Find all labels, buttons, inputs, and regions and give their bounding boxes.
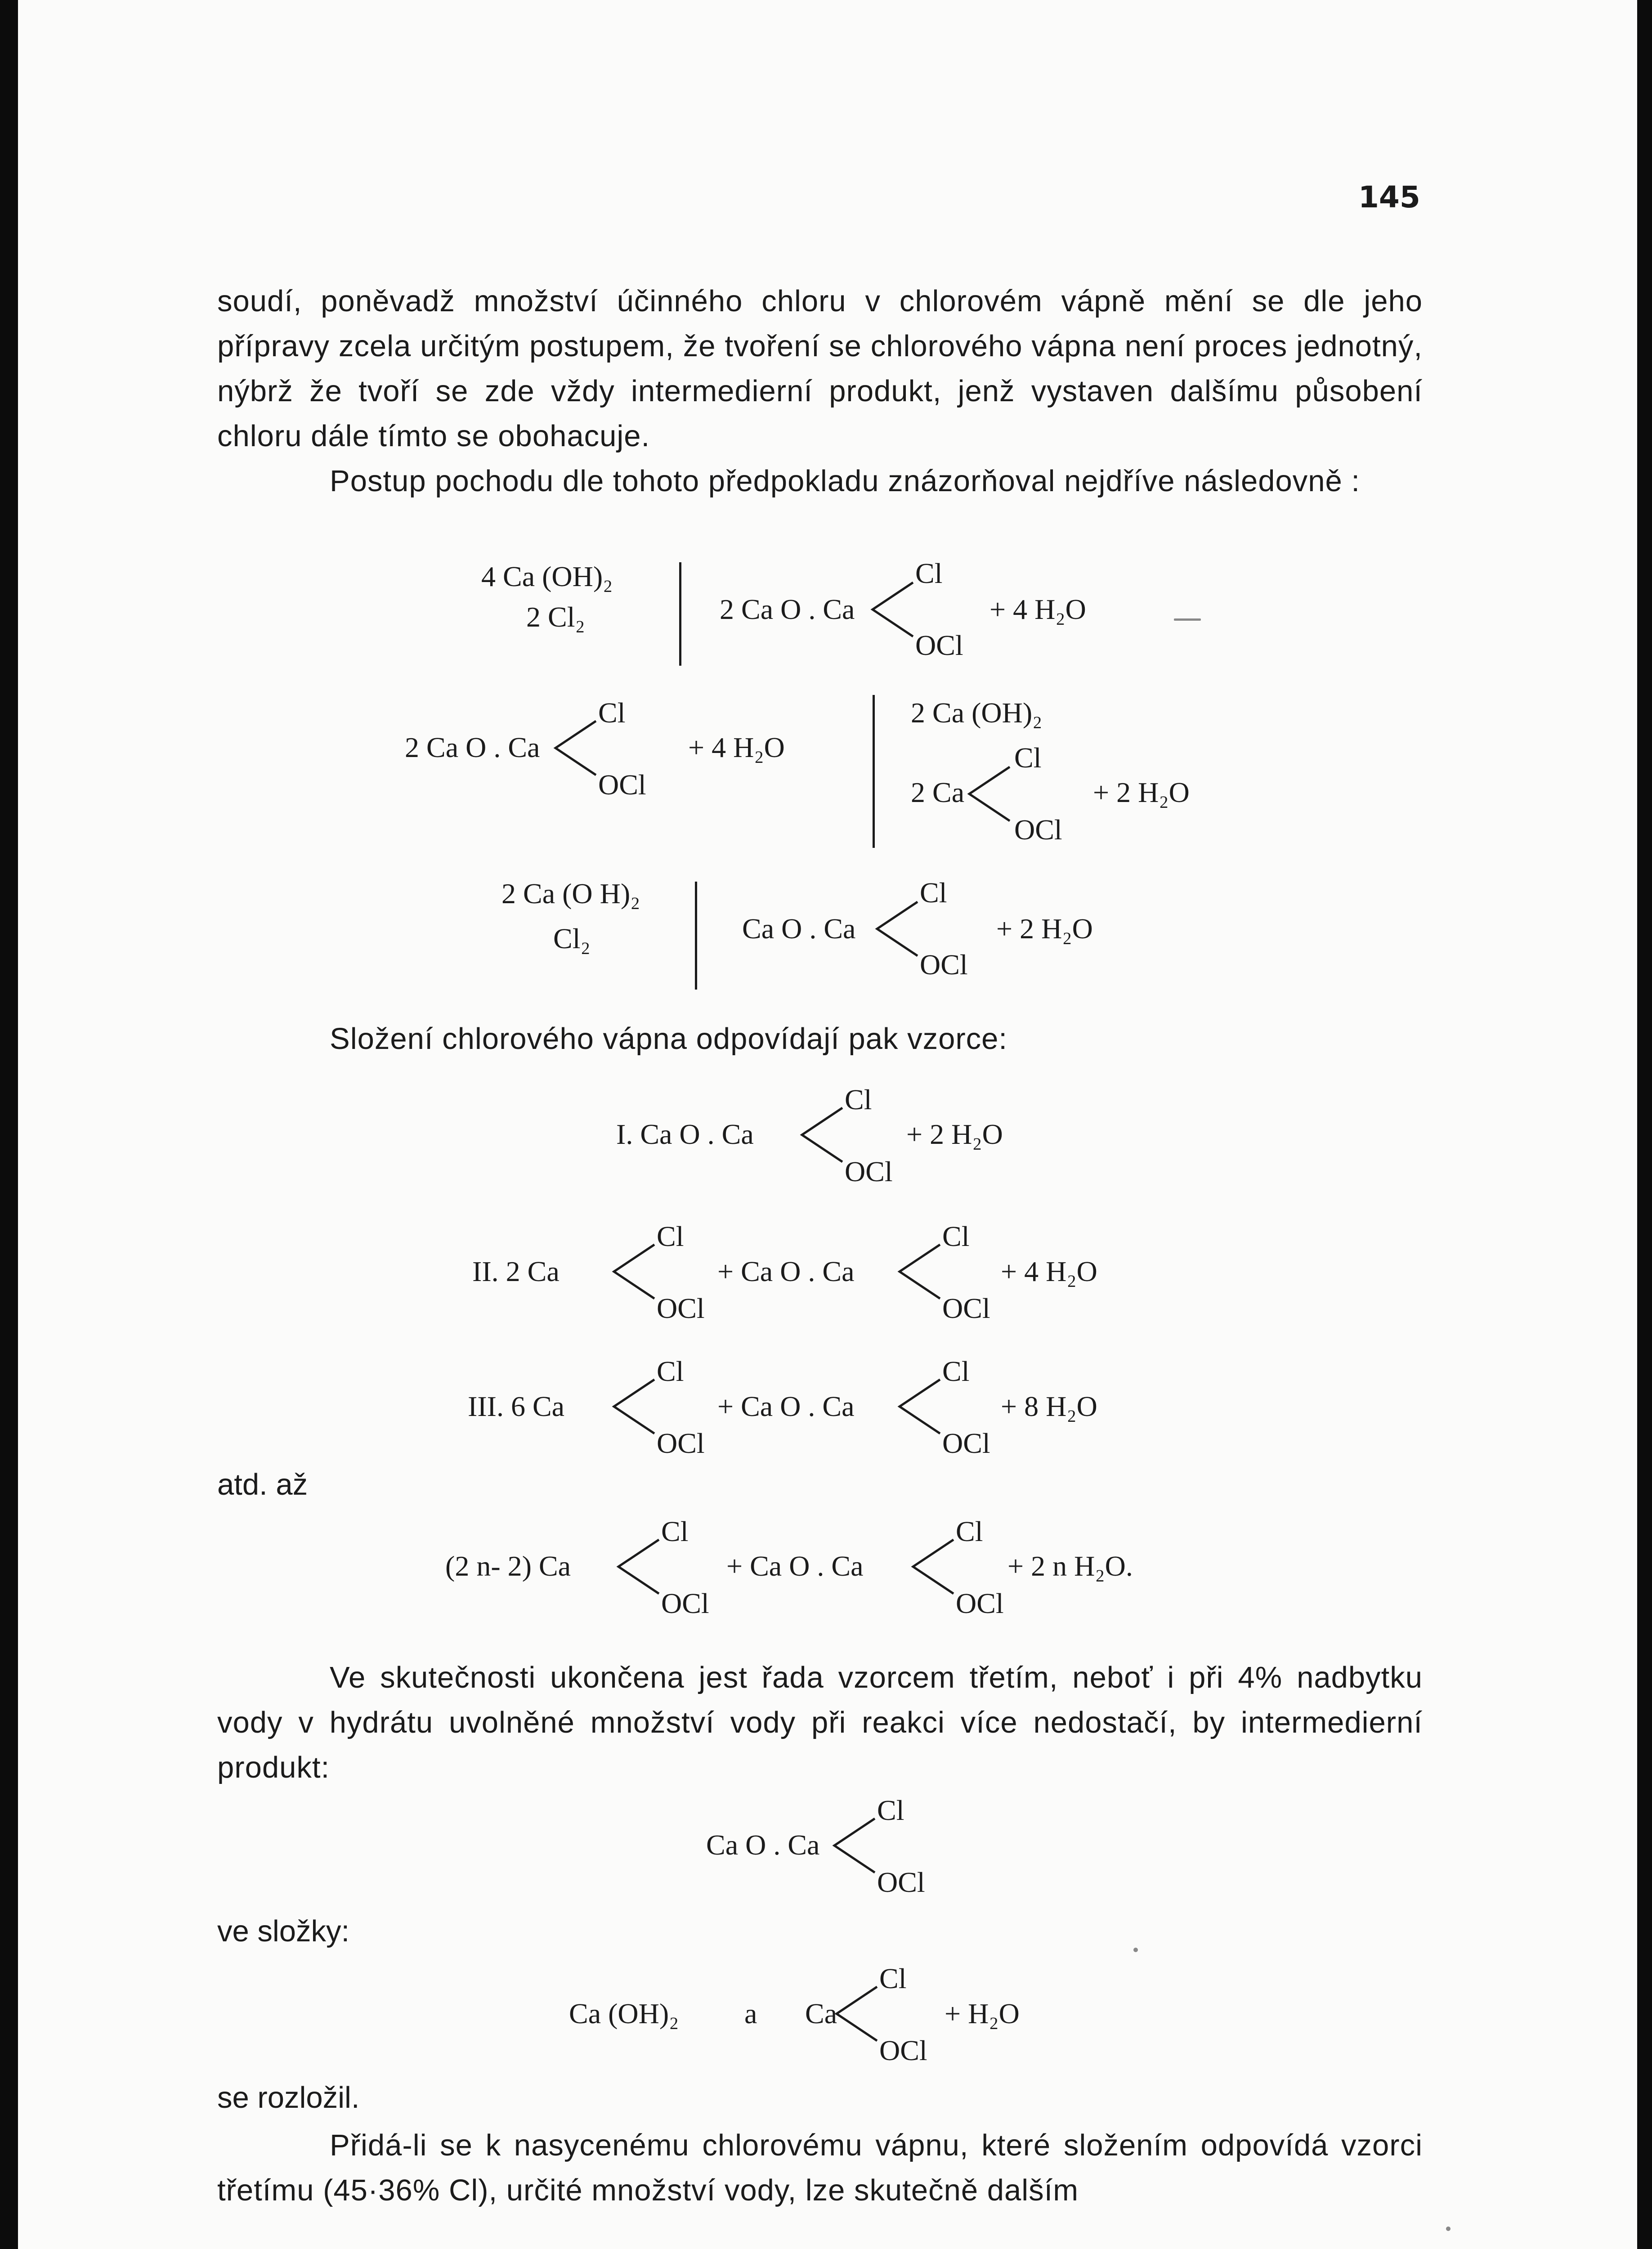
formula-general-cl: Cl [661,1515,689,1547]
formula-general-ocl: OCl [661,1587,709,1619]
formula-components-water: + H₂O [945,1998,1020,2029]
scheme-r2-output-ocl: OCl [1014,814,1062,846]
scan-speck [1446,2227,1451,2231]
scheme-r1-input-a: 4 Ca (OH)₂ [481,560,613,592]
scheme-r1-water: + 4 H₂O [989,593,1086,625]
label-atd: atd. až [217,1468,308,1501]
formula-1-ocl: OCl [845,1156,893,1187]
scheme-r1-output: 2 Ca O . Ca [720,593,855,625]
scheme-r2-output-water: + 2 H₂O [1093,776,1190,808]
formula-intermediate-ocl: OCl [877,1866,925,1898]
formula-general-cl2: Cl [956,1515,983,1547]
scheme-r3-divider [695,882,697,990]
formula-2-ocl2: OCl [942,1292,990,1324]
scheme-r1-divider [679,562,681,666]
paragraph-final: Přidá-li se k nasycenému chlorovému vápnu, které složením odpovídá vzorci třetímu (45·36% Cl), určité množství vody, lze skutečně dalším [217,2128,1423,2207]
formula-general-middle: + Ca O . Ca [726,1550,864,1582]
scheme-r1-ocl: OCl [915,629,963,661]
scheme-r2-output-b: 2 Ca [911,776,965,808]
scheme-r2-output-a: 2 Ca (OH)₂ [911,697,1043,729]
formula-intermediate-cl: Cl [877,1794,904,1826]
formula-ca: Ca [805,1998,837,2029]
book-page [18,0,1637,2249]
formula-1-water: + 2 H₂O [906,1118,1003,1150]
formula-3-ocl2: OCl [942,1427,990,1459]
formula-hydroxide: Ca (OH)₂ [569,1998,679,2029]
formula-3-ocl: OCl [657,1427,705,1459]
scan-speck [1133,1948,1138,1952]
formula-1: I. Ca O . Ca [616,1118,754,1150]
label-se-rozlozil: se rozložil. [217,2081,360,2115]
paragraph-procedure: Postup pochodu dle tohoto předpokladu znázorňoval nejdříve následovně : [330,464,1361,498]
formula-general: (2 n- 2) Ca [445,1550,571,1582]
paragraph-reality: Ve skutečnosti ukončena jest řada vzorcem třetím, neboť i při 4% nadbytku vody v hydrátu uvolněné množství vody při reakci více nedostačí, by intermedierní produkt: [217,1661,1423,1784]
scheme-r3-water: + 2 H₂O [996,913,1093,945]
formula-3-cl2: Cl [942,1355,970,1387]
paragraph-intro: soudí, poněvadž množství účinného chloru v chlorovém vápně mění se dle jeho přípravy zcela určitým postupem, že tvoření se chlorového vápna není proces jednotný, nýbrž že tvoří se zde vždy intermedierní produkt, jenž vystaven dalšímu působení chloru dále tímto se obohacuje. [217,284,1423,453]
formula-2-cl: Cl [657,1220,684,1252]
scheme-r3-input-a: 2 Ca (O H)₂ [501,878,640,909]
scheme-r3-input-b: Cl₂ [553,923,591,954]
page-number: 145 [1358,180,1420,215]
scan-mark [1174,618,1201,621]
formula-3: III. 6 Ca [468,1390,565,1422]
scheme-r2-input-cl: Cl [598,697,626,729]
formula-2-water: + 4 H₂O [1001,1255,1097,1287]
formula-general-ocl2: OCl [956,1587,1004,1619]
formula-2-cl2: Cl [942,1220,970,1252]
label-ve-slozky: ve složky: [217,1914,350,1948]
formula-intermediate: Ca O . Ca [706,1829,820,1861]
scheme-r2-input-ocl: OCl [598,769,646,801]
formula-2: II. 2 Ca [472,1255,560,1287]
formula-and: a [744,1998,757,2029]
scheme-r2-input: 2 Ca O . Ca [405,731,540,763]
scheme-r2-output-cl: Cl [1014,742,1042,774]
scheme-r3-output: Ca O . Ca [742,913,856,945]
formula-1-cl: Cl [845,1084,872,1116]
scheme-r2-input-water: + 4 H₂O [688,731,785,763]
formula-2-ocl: OCl [657,1292,705,1324]
formula-2-middle: + Ca O . Ca [717,1255,855,1287]
scheme-r1-input-b: 2 Cl₂ [526,601,585,633]
formula-components-cl: Cl [879,1962,907,1994]
scheme-r1-cl: Cl [915,557,943,589]
paragraph-composition: Složení chlorového vápna odpovídají pak vzorce: [330,1022,1008,1056]
formula-3-water: + 8 H₂O [1001,1390,1097,1422]
scheme-r2-divider [873,695,875,848]
formula-components-ocl: OCl [879,2034,927,2066]
scheme-r3-cl: Cl [920,877,947,909]
formula-3-middle: + Ca O . Ca [717,1390,855,1422]
scheme-r3-ocl: OCl [920,949,968,981]
formula-3-cl: Cl [657,1355,684,1387]
formula-general-water: + 2 n H₂O. [1007,1550,1133,1582]
